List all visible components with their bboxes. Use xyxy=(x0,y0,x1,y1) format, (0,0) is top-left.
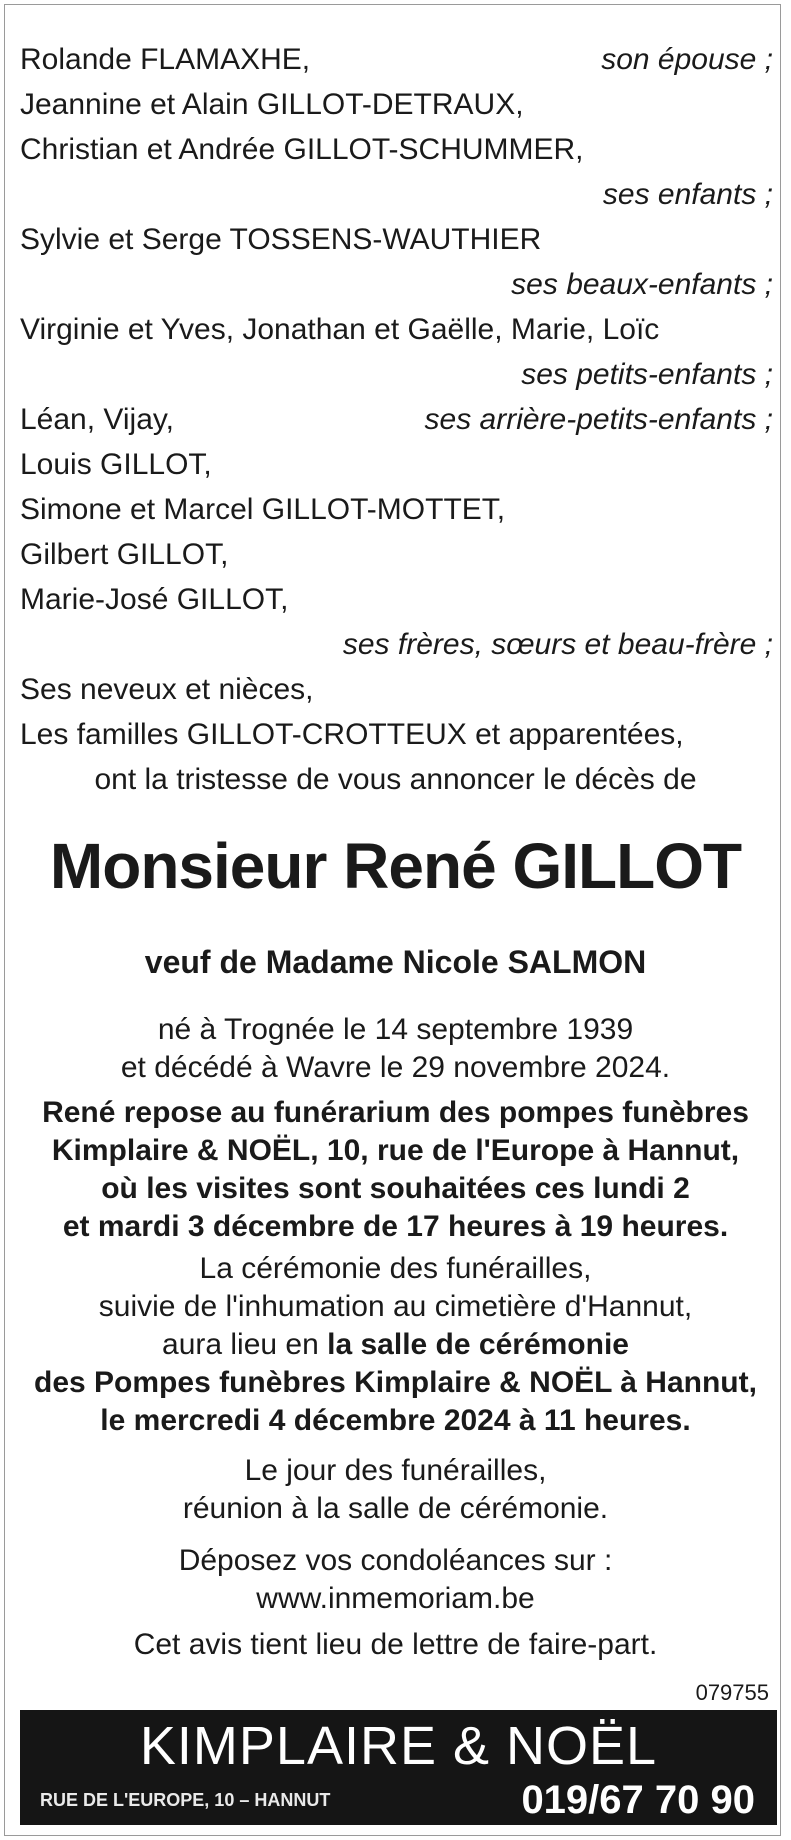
siblings-role: ses frères, sœurs et beau-frère ; xyxy=(342,628,773,661)
visitation-line-3: où les visites sont souhaitées ces lundi 2 xyxy=(101,1172,690,1205)
visitation-line-1: René repose au funérarium des pompes funèbres xyxy=(42,1096,749,1129)
spouse-role: son épouse ; xyxy=(601,43,773,76)
ceremony-line-3-plain: aura lieu en xyxy=(162,1328,328,1361)
funeral-home-phone[interactable]: 019/67 70 90 xyxy=(521,1778,755,1822)
announcement-intro: ont la tristesse de vous annoncer le décès de xyxy=(94,763,697,796)
visitation-line-2: Kimplaire & NOËL, 10, rue de l'Europe à Hannut, xyxy=(51,1134,740,1167)
ceremony-line-3 xyxy=(18,1327,773,1363)
ceremony-line-4: des Pompes funèbres Kimplaire & NOËL à Hannut, xyxy=(34,1366,757,1399)
ceremony-line-2: suivie de l'inhumation au cimetière d'Hannut, xyxy=(98,1290,693,1323)
sibling-line-2: Simone et Marcel GILLOT-MOTTET, xyxy=(20,493,506,526)
reference-number: 079755 xyxy=(695,1680,769,1705)
funeral-home-banner xyxy=(20,1710,777,1825)
visitation-line-4: et mardi 3 décembre de 17 heures à 19 heures. xyxy=(62,1210,729,1243)
great-grandchildren-names: Léan, Vijay, xyxy=(20,403,174,436)
great-grandchildren-role: ses arrière-petits-enfants ; xyxy=(424,403,773,436)
children-line-1: Jeannine et Alain GILLOT-DETRAUX, xyxy=(20,88,524,121)
condolences-url[interactable]: www.inmemoriam.be xyxy=(256,1582,535,1615)
funeral-home-address: RUE DE L'EUROPE, 10 – HANNUT xyxy=(40,1790,331,1810)
widower-line: veuf de Madame Nicole SALMON xyxy=(144,944,647,980)
sibling-line-3: Gilbert GILLOT, xyxy=(20,538,229,571)
ceremony-line-5: le mercredi 4 décembre 2024 à 11 heures. xyxy=(100,1404,691,1437)
closing-line: Cet avis tient lieu de lettre de faire-part. xyxy=(133,1628,658,1661)
in-laws-line: Sylvie et Serge TOSSENS-WAUTHIER xyxy=(20,223,542,256)
nephews-line: Ses neveux et nièces, xyxy=(20,673,314,706)
deceased-name: Monsieur René GILLOT xyxy=(49,830,742,902)
ceremony-line-3-bold: la salle de cérémonie xyxy=(327,1328,629,1361)
sibling-line-4: Marie-José GILLOT, xyxy=(20,583,289,616)
grandchildren-line: Virginie et Yves, Jonathan et Gaëlle, Marie, Loïc xyxy=(20,313,660,346)
condolences-line: Déposez vos condoléances sur : xyxy=(178,1544,613,1577)
gathering-line-1: Le jour des funérailles, xyxy=(244,1454,547,1487)
funeral-home-name: KIMPLAIRE & NOËL xyxy=(139,1716,658,1776)
birth-line: né à Trognée le 14 septembre 1939 xyxy=(157,1013,634,1046)
sibling-line-1: Louis GILLOT, xyxy=(20,448,212,481)
children-role: ses enfants ; xyxy=(602,178,773,211)
families-line: Les familles GILLOT-CROTTEUX et apparentées, xyxy=(20,718,684,751)
grandchildren-role: ses petits-enfants ; xyxy=(521,358,773,391)
ceremony-line-1: La cérémonie des funérailles, xyxy=(199,1252,592,1285)
gathering-line-2: réunion à la salle de cérémonie. xyxy=(182,1492,609,1525)
children-line-2: Christian et Andrée GILLOT-SCHUMMER, xyxy=(20,133,584,166)
in-laws-role: ses beaux-enfants ; xyxy=(511,268,773,301)
spouse-name: Rolande FLAMAXHE, xyxy=(20,43,311,76)
death-line: et décédé à Wavre le 29 novembre 2024. xyxy=(120,1051,671,1084)
